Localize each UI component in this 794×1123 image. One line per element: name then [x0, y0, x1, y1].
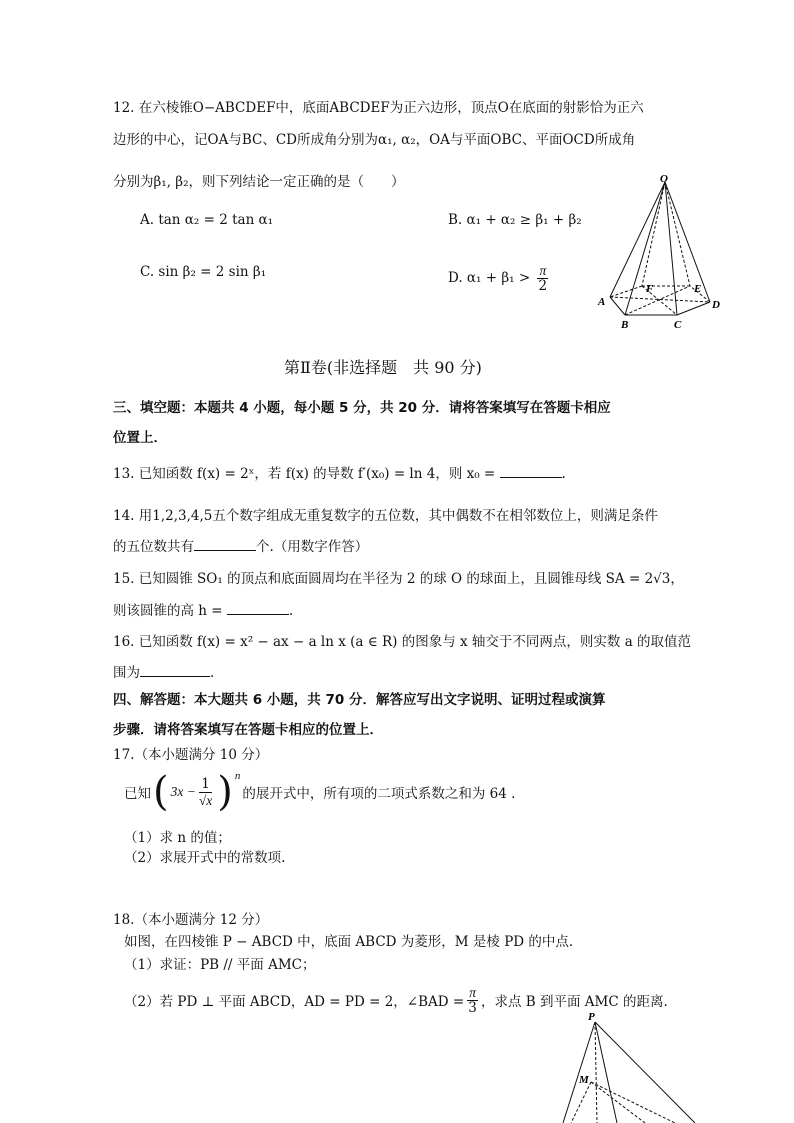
q17-post: 的展开式中，所有项的二项式系数之和为 64 . [242, 786, 516, 802]
q17-right-paren: ) [217, 769, 233, 815]
q18-sub2-b: ，求点 B 到平面 AMC 的距离. [480, 994, 668, 1010]
q18-sub2-numerator: π [469, 984, 476, 1000]
q14-line2 [113, 535, 368, 555]
label-B: B [621, 319, 629, 331]
q17-fraction [199, 776, 212, 809]
q12-option-d-numerator: π [539, 263, 547, 278]
q17-sub1: （1）求 n 的值； [124, 830, 231, 846]
q17-sub2: （2）求展开式中的常数项. [124, 850, 286, 866]
q14-line2-b: 个.（用数字作答） [256, 539, 369, 555]
q16-line2 [113, 661, 214, 681]
section3-line2: 位置上． [113, 430, 167, 446]
q17-fraction-denominator: √x [198, 792, 213, 808]
q17-exponent: n [234, 770, 241, 782]
q13 [113, 462, 566, 482]
label-O: O [660, 173, 668, 185]
q15-line1: 15. 已知圆锥 SO₁ 的顶点和底面圆周均在半径为 2 的球 O 的球面上，且圆锥母线 SA = 2√3， [113, 571, 684, 587]
pyramid-pabcd-figure [555, 1008, 715, 1123]
label-D: D [712, 299, 720, 311]
label-C: C [674, 319, 682, 331]
q15-answer-blank [227, 602, 289, 615]
q12-option-b: B. α₁ + α₂ ≥ β₁ + β₂ [448, 212, 582, 228]
label-F: F [646, 283, 654, 295]
q15-line2-b: . [288, 603, 294, 619]
label-A: A [598, 296, 606, 308]
q18-sub2-fraction [467, 986, 478, 1015]
q17-left-paren: ( [153, 769, 169, 815]
label-E: E [694, 283, 702, 295]
part2-title: 第Ⅱ卷(非选择题 共 90 分) [284, 358, 482, 377]
q17-statement [124, 768, 515, 816]
label-P: P [588, 1011, 595, 1023]
q18-header: 18.（本小题满分 12 分） [113, 912, 269, 928]
section4-line1: 四、解答题：本大题共 6 小题，共 70 分．解答应写出文字说明、证明过程或演算 [113, 692, 606, 708]
q14-line1: 14. 用1,2,3,4,5五个数字组成无重复数字的五位数，其中偶数不在相邻数位上，则满足条件 [113, 508, 658, 524]
q13-answer-blank [500, 465, 562, 478]
q12-option-d-fraction [537, 264, 548, 293]
q12-line2: 边形的中心，记OA与BC、CD所成角分别为α₁, α₂，OA与平面OBC、平面OCD所成角 [113, 132, 636, 148]
q12-line3: 分别为β₁, β₂，则下列结论一定正确的是（ ） [113, 174, 405, 190]
q13-text: 13. 已知函数 f(x) = 2ˣ，若 f(x) 的导数 f′(x₀) = ln 4，则 x₀ = [113, 466, 496, 482]
q18-sub2-denominator: 3 [468, 999, 477, 1016]
q13-end: . [561, 466, 566, 482]
q18-line1: 如图，在四棱锥 P − ABCD 中，底面 ABCD 为菱形，M 是棱 PD 的中点. [124, 934, 574, 950]
q16-line2-a: 围为 [113, 665, 140, 681]
section3-line1: 三、填空题：本题共 4 小题，每小题 5 分，共 20 分．请将答案填写在答题卡相应 [113, 400, 611, 416]
q12-option-d-denominator: 2 [538, 278, 548, 294]
q17-pre: 已知 [124, 786, 151, 802]
q14-line2-a: 的五位数共有 [113, 539, 194, 555]
hexagonal-pyramid-figure [590, 172, 730, 332]
q17-fraction-numerator: 1 [199, 776, 212, 793]
q16-answer-blank [140, 664, 210, 677]
q12-option-a: A. tan α₂ = 2 tan α₁ [140, 212, 274, 228]
q15-line2-a: 则该圆锥的高 h = [113, 603, 223, 619]
q18-sub2-a: （2）若 PD ⊥ 平面 ABCD，AD = PD = 2，∠BAD = [124, 994, 465, 1010]
q16-line1: 16. 已知函数 f(x) = x² − ax − a ln x (a ∈ R) 的图象与 x 轴交于不同两点，则实数 a 的取值范 [113, 634, 692, 650]
label-M: M [579, 1074, 589, 1086]
q15-line2 [113, 599, 293, 619]
q14-answer-blank [194, 538, 256, 551]
q18-sub1: （1）求证：PB // 平面 AMC； [124, 957, 316, 973]
q12-line1: 12. 在六棱锥O−ABCDEF中，底面ABCDEF为正六边形，顶点O在底面的射影恰为正六 [113, 100, 644, 116]
q16-line2-b: . [210, 665, 215, 681]
q17-expr: 3x − [170, 784, 196, 799]
q12-option-d [448, 264, 548, 293]
q12-option-d-lhs: D. α₁ + β₁ > [448, 270, 531, 286]
section4-line2: 步骤．请将答案填写在答题卡相应的位置上． [113, 722, 383, 738]
q12-option-c: C. sin β₂ = 2 sin β₁ [140, 264, 267, 280]
q17-header: 17.（本小题满分 10 分） [113, 747, 269, 763]
